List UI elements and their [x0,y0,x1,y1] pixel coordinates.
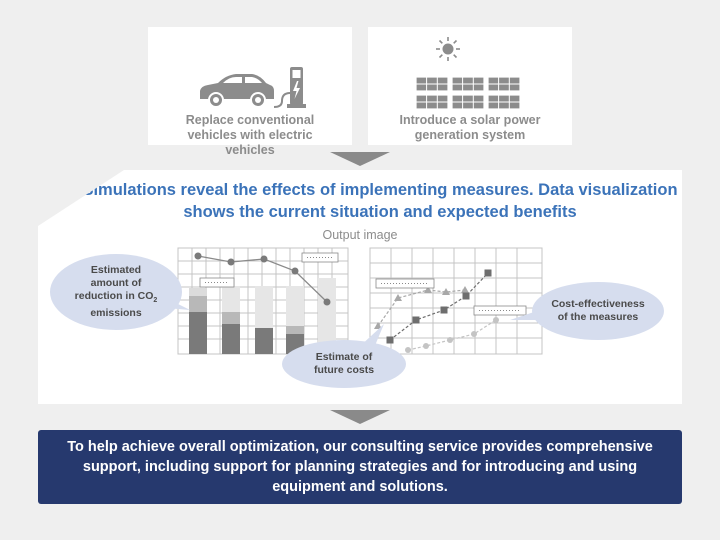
cost-effectiveness-text: Cost-effectiveness of the measures [551,298,645,323]
ev-card-caption: Replace conventional vehicles with electric vehicles [185,113,315,157]
panel-headline: Simulations reveal the effects of implementing measures. Data visualization shows the current situation and expected benefits [82,181,678,221]
illustrative-bar-chart [178,248,348,356]
co2-line3: reduction in CO [74,289,154,302]
ev-card [148,27,352,157]
panel-corner-cut [38,170,124,226]
co2-line2: amount of [90,276,142,289]
co2-line4: emissions [90,307,142,320]
simulation-panel [38,170,682,404]
output-image-label: Output image [322,228,398,242]
solar-card [368,27,572,145]
down-arrow-bottom [330,410,390,424]
down-arrow-top [330,152,390,166]
charging-station-icon [280,63,310,111]
electric-car-icon [196,69,286,109]
sun-icon [435,36,461,62]
future-costs-bubble [282,340,406,388]
cost-effectiveness-bubble [532,282,664,340]
co2-line1: Estimated [90,263,142,276]
co2-reduction-bubble [50,254,182,330]
solar-panel-icon [414,75,524,111]
solar-card-caption: Introduce a solar power generation system [399,113,541,142]
illustrative-line-chart [370,248,542,356]
conclusion-box [38,430,682,504]
co2-subscript: 2 [153,297,158,305]
conclusion-text: To help achieve overall optimization, our consulting service provides comprehensive support, including support for planning strategies and for introducing and using equipment and solutions. [67,439,653,495]
future-costs-text: Estimate of future costs [313,351,375,376]
